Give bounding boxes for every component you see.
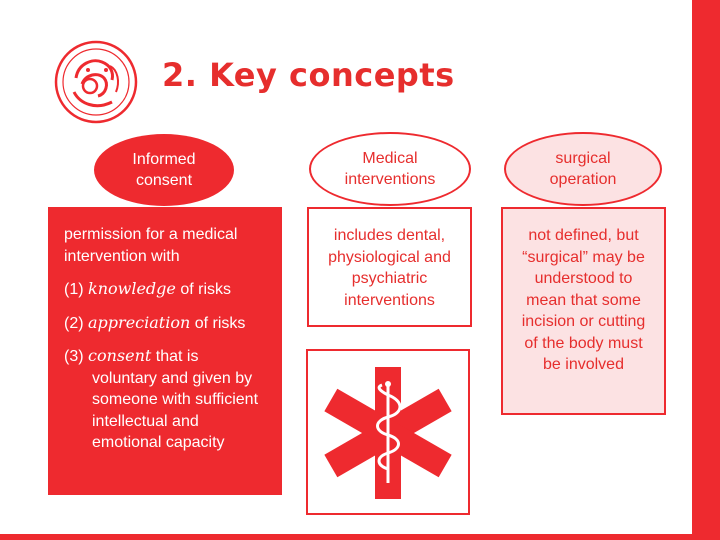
informed-consent-intro: permission for a medical intervention with [64,226,238,265]
medical-interventions-heading-text: Medical interventions [344,150,436,188]
consent-item-consent: (3) consent that is voluntary and given by someone with sufficient intellectual and emotional capacity [64,346,259,451]
bottom-accent-bar [0,534,720,540]
right-accent-bar [692,0,720,540]
medical-interventions-heading [309,132,471,206]
slide-title: 2. Key concepts [162,56,455,94]
surgical-operation-box [501,207,666,415]
informed-consent-heading-text: Informed consent [132,151,196,189]
informed-consent-box [48,207,282,495]
medical-interventions-text: includes dental, physiological and psychiatric interventions [328,227,451,309]
surgical-operation-heading-text: surgical operation [549,150,617,188]
informed-consent-heading [94,134,234,206]
medical-symbol-frame [306,349,470,515]
mother-child-icon [52,40,140,124]
medical-interventions-box [307,207,472,327]
consent-item-knowledge: (1) knowledge of risks [64,279,232,298]
surgical-operation-heading [504,132,662,206]
star-of-life-icon [308,351,468,513]
consent-item-appreciation: (2) appreciation of risks [64,312,246,332]
surgical-operation-text: not defined, but “surgical” may be understood to mean that some incision or cutting of the body must be involved [521,227,646,373]
